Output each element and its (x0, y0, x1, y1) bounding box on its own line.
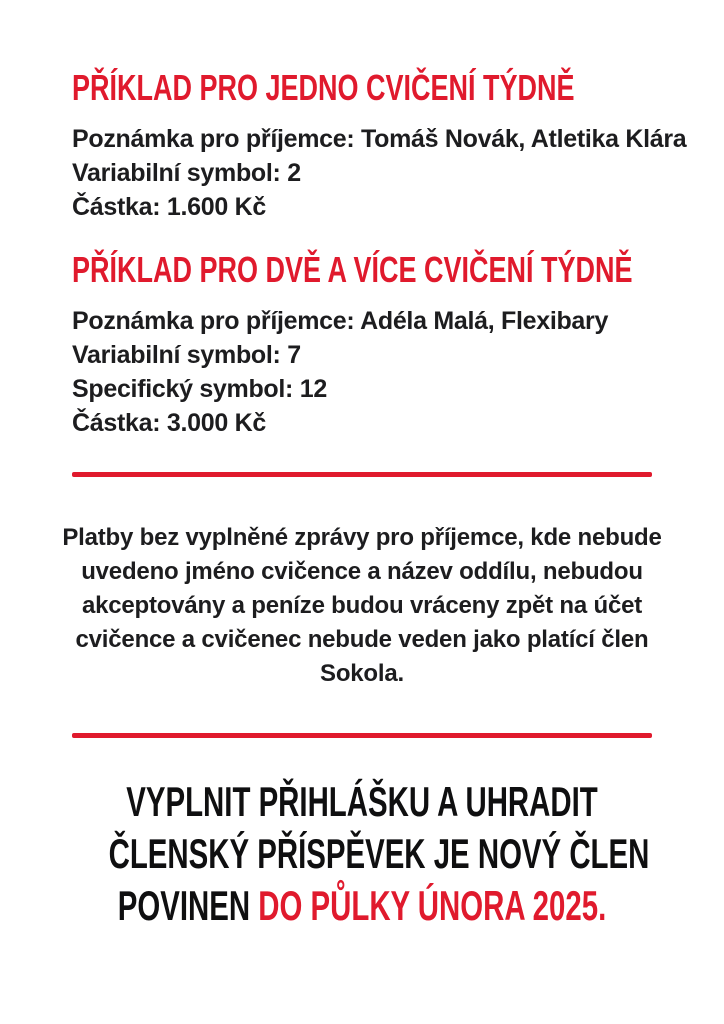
example-two-details (72, 304, 652, 440)
payment-note-line: Poznámka pro příjemce: Tomáš Novák, Atletika Klára (72, 125, 687, 153)
deadline-line-2: ČLENSKÝ PŘÍSPĚVEK JE NOVÝ ČLEN (108, 830, 650, 877)
variable-symbol-line: Variabilní symbol: 2 (72, 159, 301, 187)
example-two-heading: PŘÍKLAD PRO DVĚ A VÍCE CVIČENÍ TÝDNĚ (72, 249, 633, 290)
variable-symbol-line: Variabilní symbol: 7 (72, 341, 301, 369)
amount-line: Částka: 1.600 Kč (72, 193, 266, 221)
poster-content (0, 68, 724, 440)
deadline-line-3 (109, 880, 616, 932)
red-divider-bottom (72, 733, 652, 738)
red-divider-top (72, 472, 652, 477)
example-one-details (72, 122, 687, 224)
deadline-line-1: VYPLNIT PŘIHLÁŠKU A UHRADIT (126, 778, 598, 825)
deadline-date-red: DO PŮLKY ÚNORA 2025. (258, 882, 607, 929)
deadline-heading (108, 776, 650, 932)
amount-line: Částka: 3.000 Kč (72, 409, 266, 437)
payment-note-line: Poznámka pro příjemce: Adéla Malá, Flexibary (72, 307, 609, 335)
specific-symbol-line: Specifický symbol: 12 (72, 375, 327, 403)
payment-notice: Platby bez vyplněné zprávy pro příjemce, kde nebude uvedeno jméno cvičence a název oddílu, nebudou akceptovány a peníze budou vráceny zpět na účet cvičence a cvičenec nebude veden jako platící člen Sokola. (62, 524, 662, 687)
deadline-line-3-black: POVINEN (117, 882, 251, 929)
example-one-heading: PŘÍKLAD PRO JEDNO CVIČENÍ TÝDNĚ (72, 67, 575, 108)
